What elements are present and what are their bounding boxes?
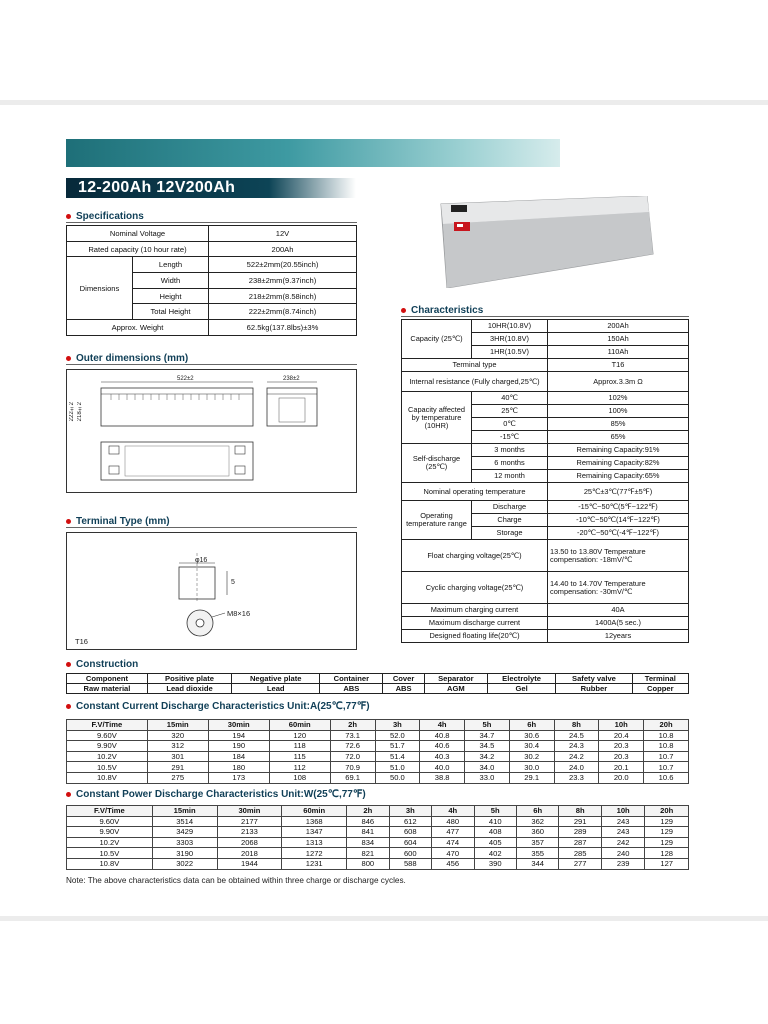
- table-cell: 51.7: [375, 741, 420, 752]
- capacity-rate: 1HR(10.5V): [472, 346, 548, 359]
- specifications-table: [66, 225, 357, 336]
- table-cell: 9.90V: [67, 741, 148, 752]
- terminal-depth-label: 5: [231, 579, 235, 586]
- table-cell: 287: [559, 837, 601, 848]
- capacity-label: Capacity (25℃): [402, 320, 472, 359]
- capacity-rate: 10HR(10.8V): [472, 320, 548, 333]
- column-header: 20h: [644, 720, 689, 731]
- table-cell: 120: [269, 730, 330, 741]
- operating-temperature-label: Operating temperature range: [402, 501, 472, 540]
- max-charge-label: Maximum charging current: [402, 604, 548, 617]
- column-header: 5h: [465, 720, 510, 731]
- internal-resistance-value: Approx.3.3m Ω: [548, 372, 689, 392]
- table-cell: 10.2V: [67, 837, 153, 848]
- temperature-capacity: 102%: [548, 392, 689, 405]
- table-cell: 355: [516, 848, 558, 859]
- bullet-icon: [66, 356, 71, 361]
- weight-value: 62.5kg(137.8lbs)±3%: [209, 320, 357, 336]
- bullet-icon: [66, 214, 71, 219]
- column-header: 2h: [330, 720, 375, 731]
- table-cell: 600: [389, 848, 431, 859]
- table-cell: 10.8V: [67, 772, 148, 783]
- construction-value-cell: Lead dioxide: [147, 684, 231, 694]
- table-cell: 456: [432, 858, 474, 869]
- operating-range: -10℃~50℃(14℉~122℉): [548, 514, 689, 527]
- column-header: 8h: [554, 720, 599, 731]
- table-cell: 173: [208, 772, 269, 783]
- table-cell: 20.1: [599, 762, 644, 773]
- table-cell: 10.8: [644, 730, 689, 741]
- bullet-icon: [66, 704, 71, 709]
- table-cell: 3022: [152, 858, 217, 869]
- column-header: 5h: [474, 806, 516, 817]
- self-discharge-period: 3 months: [472, 444, 548, 457]
- operating-mode: Discharge: [472, 501, 548, 514]
- table-header-row: [67, 806, 689, 817]
- table-cell: 239: [601, 858, 644, 869]
- table-cell: 405: [474, 837, 516, 848]
- construction-table: [66, 673, 689, 694]
- max-discharge-value: 1400A(5 sec.): [548, 617, 689, 630]
- current-discharge-heading: Constant Current Discharge Characteristics Unit:A(25℃,77℉): [66, 701, 370, 712]
- table-cell: 312: [147, 741, 208, 752]
- self-discharge-label: Self-discharge (25℃): [402, 444, 472, 483]
- table-cell: 9.90V: [67, 827, 153, 838]
- construction-value-cell: Gel: [487, 684, 555, 694]
- battery-product-image: [435, 196, 655, 288]
- table-cell: 604: [389, 837, 431, 848]
- table-row: [67, 858, 689, 869]
- column-header: 4h: [432, 806, 474, 817]
- bullet-icon: [66, 519, 71, 524]
- characteristics-heading: Characteristics: [401, 305, 483, 316]
- table-cell: 129: [645, 827, 689, 838]
- power-discharge-heading: Constant Power Discharge Characteristics Unit:W(25℃,77℉): [66, 789, 366, 800]
- table-cell: 408: [474, 827, 516, 838]
- table-cell: 40.0: [420, 762, 465, 773]
- table-cell: 390: [474, 858, 516, 869]
- table-cell: 320: [147, 730, 208, 741]
- max-charge-value: 40A: [548, 604, 689, 617]
- table-cell: 128: [645, 848, 689, 859]
- self-discharge-value: Remaining Capacity:91%: [548, 444, 689, 457]
- cyclic-voltage-value: 14.40 to 14.70V Temperature compensation: -30mV/℃: [548, 572, 689, 604]
- table-cell: 243: [601, 816, 644, 827]
- table-cell: 3303: [152, 837, 217, 848]
- table-cell: 34.7: [465, 730, 510, 741]
- table-cell: 115: [269, 751, 330, 762]
- table-cell: 180: [208, 762, 269, 773]
- table-cell: 477: [432, 827, 474, 838]
- width-dimension-label: 238±2: [283, 376, 300, 382]
- heading-underline: [66, 527, 357, 528]
- column-header: 8h: [559, 806, 601, 817]
- heading-underline: [66, 222, 357, 223]
- operating-range: -15℃~50℃(5℉~122℉): [548, 501, 689, 514]
- power-discharge-table: [66, 805, 689, 870]
- column-header: 10h: [599, 720, 644, 731]
- table-cell: 69.1: [330, 772, 375, 783]
- construction-values-row: [67, 684, 689, 694]
- table-cell: 10.2V: [67, 751, 148, 762]
- column-header: 6h: [509, 720, 554, 731]
- construction-header-cell: Container: [320, 674, 383, 684]
- table-cell: 362: [516, 816, 558, 827]
- table-cell: 9.60V: [67, 816, 153, 827]
- table-cell: 38.8: [420, 772, 465, 783]
- construction-header-cell: Negative plate: [232, 674, 320, 684]
- table-row: [67, 751, 689, 762]
- rated-capacity-label: Rated capacity (10 hour rate): [67, 241, 209, 257]
- table-cell: 2018: [217, 848, 282, 859]
- table-cell: 190: [208, 741, 269, 752]
- column-header: 60min: [282, 806, 347, 817]
- dimensions-label: Dimensions: [67, 257, 133, 320]
- table-cell: 612: [389, 816, 431, 827]
- table-cell: 30.6: [509, 730, 554, 741]
- temperature: 25℃: [472, 405, 548, 418]
- table-cell: 52.0: [375, 730, 420, 741]
- terminal-code-label: T16: [75, 637, 88, 646]
- table-cell: 3429: [152, 827, 217, 838]
- characteristics-table: [401, 319, 689, 643]
- table-cell: 410: [474, 816, 516, 827]
- bottom-divider: [0, 916, 768, 921]
- table-cell: 357: [516, 837, 558, 848]
- operating-mode: Storage: [472, 527, 548, 540]
- self-discharge-value: Remaining Capacity:82%: [548, 457, 689, 470]
- capacity-value: 110Ah: [548, 346, 689, 359]
- temperature-capacity: 65%: [548, 431, 689, 444]
- table-row: [67, 848, 689, 859]
- nominal-temperature-label: Nominal operating temperature: [402, 483, 548, 501]
- cyclic-voltage-label: Cyclic charging voltage(25℃): [402, 572, 548, 604]
- column-header: 6h: [516, 806, 558, 817]
- table-cell: 470: [432, 848, 474, 859]
- table-cell: 480: [432, 816, 474, 827]
- height-dimension-label: 218±2: [77, 402, 83, 422]
- table-cell: 70.9: [330, 762, 375, 773]
- max-discharge-label: Maximum discharge current: [402, 617, 548, 630]
- temperature-capacity: 85%: [548, 418, 689, 431]
- construction-header-cell: Cover: [383, 674, 424, 684]
- construction-value-cell: AGM: [424, 684, 487, 694]
- construction-value-cell: ABS: [320, 684, 383, 694]
- column-header: 4h: [420, 720, 465, 731]
- table-cell: 10.8: [644, 741, 689, 752]
- operating-range: -20℃~50℃(-4℉~122℉): [548, 527, 689, 540]
- temperature: 40℃: [472, 392, 548, 405]
- heading-underline: [66, 364, 357, 365]
- rated-capacity-value: 200Ah: [209, 241, 357, 257]
- outer-dimensions-heading: Outer dimensions (mm): [66, 353, 188, 364]
- table-cell: 40.3: [420, 751, 465, 762]
- terminal-type-label: Terminal type: [402, 359, 548, 372]
- table-cell: 588: [389, 858, 431, 869]
- table-row: [67, 827, 689, 838]
- current-discharge-table: [66, 719, 689, 784]
- table-cell: 1272: [282, 848, 347, 859]
- table-cell: 1944: [217, 858, 282, 869]
- table-cell: 73.1: [330, 730, 375, 741]
- nominal-voltage-label: Nominal Voltage: [67, 226, 209, 242]
- table-cell: 608: [389, 827, 431, 838]
- length-value: 522±2mm(20.55inch): [209, 257, 357, 273]
- column-header: 2h: [347, 806, 389, 817]
- table-cell: 841: [347, 827, 389, 838]
- table-cell: 118: [269, 741, 330, 752]
- table-row: [67, 730, 689, 741]
- self-discharge-period: 6 months: [472, 457, 548, 470]
- table-cell: 800: [347, 858, 389, 869]
- temperature: -15℃: [472, 431, 548, 444]
- table-cell: 24.0: [554, 762, 599, 773]
- temperature: 0℃: [472, 418, 548, 431]
- table-cell: 10.5V: [67, 762, 148, 773]
- table-cell: 51.0: [375, 762, 420, 773]
- table-cell: 846: [347, 816, 389, 827]
- height-value: 218±2mm(8.58inch): [209, 288, 357, 304]
- construction-header-cell: Electrolyte: [487, 674, 555, 684]
- table-cell: 243: [601, 827, 644, 838]
- table-cell: 51.4: [375, 751, 420, 762]
- construction-value-cell: Rubber: [556, 684, 632, 694]
- table-cell: 3514: [152, 816, 217, 827]
- length-dimension-label: 522±2: [177, 376, 194, 382]
- table-cell: 2133: [217, 827, 282, 838]
- table-cell: 29.1: [509, 772, 554, 783]
- table-cell: 242: [601, 837, 644, 848]
- table-cell: 10.7: [644, 751, 689, 762]
- height-label: Height: [133, 288, 209, 304]
- column-header: 3h: [389, 806, 431, 817]
- table-cell: 474: [432, 837, 474, 848]
- table-cell: 10.8V: [67, 858, 153, 869]
- terminal-type-value: T16: [548, 359, 689, 372]
- table-row: [67, 772, 689, 783]
- width-value: 238±2mm(9.37inch): [209, 273, 357, 289]
- column-header: 60min: [269, 720, 330, 731]
- column-header: F.V/Time: [67, 720, 148, 731]
- capacity-value: 150Ah: [548, 333, 689, 346]
- top-divider: [0, 100, 768, 105]
- bullet-icon: [66, 792, 71, 797]
- table-cell: 1368: [282, 816, 347, 827]
- construction-header-row: [67, 674, 689, 684]
- construction-header-cell: Component: [67, 674, 148, 684]
- table-cell: 30.4: [509, 741, 554, 752]
- nominal-voltage-value: 12V: [209, 226, 357, 242]
- table-cell: 127: [645, 858, 689, 869]
- table-cell: 34.0: [465, 762, 510, 773]
- column-header: F.V/Time: [67, 806, 153, 817]
- table-cell: 10.6: [644, 772, 689, 783]
- table-cell: 821: [347, 848, 389, 859]
- column-header: 15min: [152, 806, 217, 817]
- heading-underline: [401, 316, 689, 317]
- table-cell: 24.3: [554, 741, 599, 752]
- table-cell: 402: [474, 848, 516, 859]
- table-cell: 129: [645, 837, 689, 848]
- terminal-bolt-label: M8×16: [227, 609, 251, 618]
- footnote: Note: The above characteristics data can be obtained within three charge or discharge cycles.: [66, 876, 406, 885]
- table-cell: 34.2: [465, 751, 510, 762]
- total-height-dimension-label: 222±2: [69, 402, 75, 422]
- total-height-value: 222±2mm(8.74inch): [209, 304, 357, 320]
- self-discharge-period: 12 month: [472, 470, 548, 483]
- table-row: [67, 741, 689, 752]
- column-header: 10h: [601, 806, 644, 817]
- table-cell: 20.4: [599, 730, 644, 741]
- float-voltage-label: Float charging voltage(25℃): [402, 540, 548, 572]
- table-cell: 10.7: [644, 762, 689, 773]
- table-cell: 20.3: [599, 751, 644, 762]
- temperature-capacity-label: Capacity affected by temperature (10HR): [402, 392, 472, 444]
- construction-value-cell: Copper: [632, 684, 688, 694]
- table-cell: 30.0: [509, 762, 554, 773]
- table-cell: 275: [147, 772, 208, 783]
- capacity-rate: 3HR(10.8V): [472, 333, 548, 346]
- table-cell: 277: [559, 858, 601, 869]
- table-cell: 112: [269, 762, 330, 773]
- table-cell: 40.6: [420, 741, 465, 752]
- table-cell: 20.0: [599, 772, 644, 783]
- table-cell: 10.5V: [67, 848, 153, 859]
- table-row: [67, 816, 689, 827]
- table-header-row: [67, 720, 689, 731]
- terminal-drawing: [66, 532, 357, 650]
- table-cell: 108: [269, 772, 330, 783]
- length-label: Length: [133, 257, 209, 273]
- table-cell: 72.6: [330, 741, 375, 752]
- bullet-icon: [66, 662, 71, 667]
- construction-header-cell: Separator: [424, 674, 487, 684]
- table-cell: 194: [208, 730, 269, 741]
- design-life-value: 12years: [548, 630, 689, 643]
- table-cell: 1313: [282, 837, 347, 848]
- outer-dimensions-drawing: [66, 369, 357, 493]
- operating-mode: Charge: [472, 514, 548, 527]
- table-cell: 285: [559, 848, 601, 859]
- bullet-icon: [401, 308, 406, 313]
- column-header: 30min: [217, 806, 282, 817]
- table-cell: 344: [516, 858, 558, 869]
- construction-value-cell: Raw material: [67, 684, 148, 694]
- width-label: Width: [133, 273, 209, 289]
- total-height-label: Total Height: [133, 304, 209, 320]
- table-cell: 50.0: [375, 772, 420, 783]
- header-banner: [66, 139, 560, 167]
- construction-heading: Construction: [66, 659, 138, 670]
- terminal-type-heading: Terminal Type (mm): [66, 516, 170, 527]
- construction-header-cell: Safety valve: [556, 674, 632, 684]
- table-cell: 291: [559, 816, 601, 827]
- table-cell: 2068: [217, 837, 282, 848]
- table-cell: 129: [645, 816, 689, 827]
- self-discharge-value: Remaining Capacity:65%: [548, 470, 689, 483]
- weight-label: Approx. Weight: [67, 320, 209, 336]
- table-cell: 289: [559, 827, 601, 838]
- table-cell: 301: [147, 751, 208, 762]
- table-cell: 834: [347, 837, 389, 848]
- construction-header-cell: Terminal: [632, 674, 688, 684]
- model-title: 12-200Ah 12V200Ah: [66, 178, 356, 198]
- table-cell: 20.3: [599, 741, 644, 752]
- temperature-capacity: 100%: [548, 405, 689, 418]
- table-cell: 3190: [152, 848, 217, 859]
- table-cell: 24.2: [554, 751, 599, 762]
- column-header: 3h: [375, 720, 420, 731]
- internal-resistance-label: Internal resistance (Fully charged,25℃): [402, 372, 548, 392]
- float-voltage-value: 13.50 to 13.80V Temperature compensation: -18mV/℃: [548, 540, 689, 572]
- table-cell: 360: [516, 827, 558, 838]
- table-cell: 1347: [282, 827, 347, 838]
- table-cell: 40.8: [420, 730, 465, 741]
- table-cell: 291: [147, 762, 208, 773]
- column-header: 15min: [147, 720, 208, 731]
- table-cell: 23.3: [554, 772, 599, 783]
- table-cell: 184: [208, 751, 269, 762]
- table-cell: 34.5: [465, 741, 510, 752]
- nominal-temperature-value: 25℃±3℃(77℉±5℉): [548, 483, 689, 501]
- column-header: 20h: [645, 806, 689, 817]
- table-cell: 72.0: [330, 751, 375, 762]
- table-cell: 1231: [282, 858, 347, 869]
- table-row: [67, 762, 689, 773]
- terminal-diameter-label: φ16: [195, 557, 208, 564]
- table-cell: 240: [601, 848, 644, 859]
- construction-header-cell: Positive plate: [147, 674, 231, 684]
- table-cell: 24.5: [554, 730, 599, 741]
- table-cell: 30.2: [509, 751, 554, 762]
- table-cell: 2177: [217, 816, 282, 827]
- capacity-value: 200Ah: [548, 320, 689, 333]
- table-cell: 33.0: [465, 772, 510, 783]
- design-life-label: Designed floating life(20℃): [402, 630, 548, 643]
- column-header: 30min: [208, 720, 269, 731]
- construction-value-cell: Lead: [232, 684, 320, 694]
- table-row: [67, 837, 689, 848]
- construction-value-cell: ABS: [383, 684, 424, 694]
- specifications-heading: Specifications: [66, 211, 144, 222]
- table-cell: 9.60V: [67, 730, 148, 741]
